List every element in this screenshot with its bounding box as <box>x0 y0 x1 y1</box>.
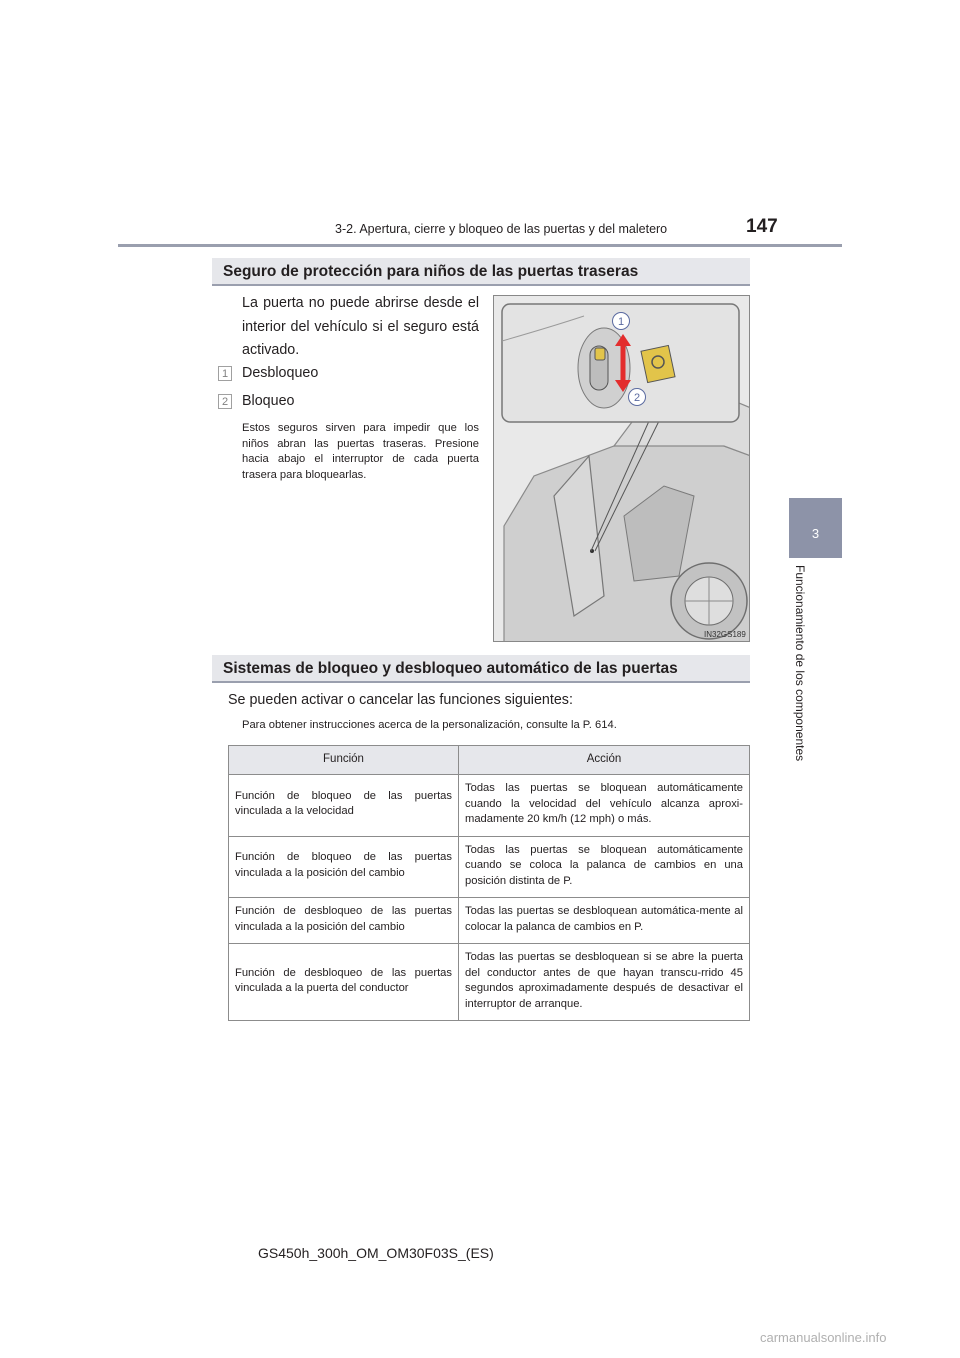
table-cell-function: Función de desbloqueo de las puertas vinculada a la posición del cambio <box>229 898 459 944</box>
column-header-action: Acción <box>459 746 750 775</box>
item-number-2: 2 <box>218 394 232 409</box>
table-row <box>229 775 750 837</box>
chapter-number: 3 <box>811 526 820 541</box>
table-cell-function: Función de bloqueo de las puertas vinculada a la velocidad <box>229 775 459 837</box>
child-lock-illustration <box>493 295 750 642</box>
functions-table <box>228 745 750 1021</box>
header-divider <box>118 244 842 247</box>
child-lock-note: Estos seguros sirven para impedir que los niños abran las puertas traseras. Presione hacia abajo el interruptor de cada puerta trasera para bloquearlas. <box>242 422 479 481</box>
document-code: GS450h_300h_OM_OM30F03S_(ES) <box>258 1245 494 1261</box>
table-cell-action: Todas las puertas se bloquean automáticamente cuando se coloca la palanca de cambios en una posición distinta de P. <box>459 836 750 898</box>
page-number: 147 <box>746 216 778 237</box>
watermark: carmanualsonline.info <box>760 1330 887 1345</box>
running-header: 3-2. Apertura, cierre y bloqueo de las puertas y del maletero <box>335 222 668 236</box>
car-door-drawing <box>494 296 750 642</box>
item-label-unlock: Desbloqueo <box>242 365 319 381</box>
table-cell-action: Todas las puertas se desbloquean automática-mente al colocar la palanca de cambios en P. <box>459 898 750 944</box>
table-cell-function: Función de desbloqueo de las puertas vinculada a la puerta del conductor <box>229 944 459 1021</box>
section-heading-auto-lock: Sistemas de bloqueo y desbloqueo automático de las puertas <box>212 655 750 683</box>
table-row <box>229 944 750 1021</box>
figure-code: IN32GS189 <box>704 630 746 639</box>
callout-1: 1 <box>612 312 630 330</box>
section-heading-child-lock: Seguro de protección para niños de las puertas traseras <box>212 258 750 286</box>
column-header-function: Función <box>229 746 459 775</box>
callout-2: 2 <box>628 388 646 406</box>
table-cell-action: Todas las puertas se bloquean automáticamente cuando la velocidad del vehículo alcanza aproxi-madamente 20 km/h (12 mph) o más. <box>459 775 750 837</box>
table-row <box>229 898 750 944</box>
item-label-lock: Bloqueo <box>242 393 295 409</box>
table-cell-action: Todas las puertas se desbloquean si se abre la puerta del conductor antes de que hayan transcu-rrido 45 segundos aproximadamente después de desactivar el interruptor de arranque. <box>459 944 750 1021</box>
item-number-1: 1 <box>218 366 232 381</box>
table-row <box>229 836 750 898</box>
table-header-row <box>229 746 750 775</box>
child-lock-intro: La puerta no puede abrirse desde el interior del vehículo si el seguro está activado. <box>242 295 479 358</box>
auto-lock-note: Para obtener instrucciones acerca de la personalización, consulte la P. 614. <box>242 719 617 731</box>
table-cell-function: Función de bloqueo de las puertas vinculada a la posición del cambio <box>229 836 459 898</box>
chapter-label <box>793 565 807 785</box>
chapter-label-text: Funcionamiento de los componentes <box>793 565 807 762</box>
auto-lock-intro: Se pueden activar o cancelar las funciones siguientes: <box>228 692 573 708</box>
